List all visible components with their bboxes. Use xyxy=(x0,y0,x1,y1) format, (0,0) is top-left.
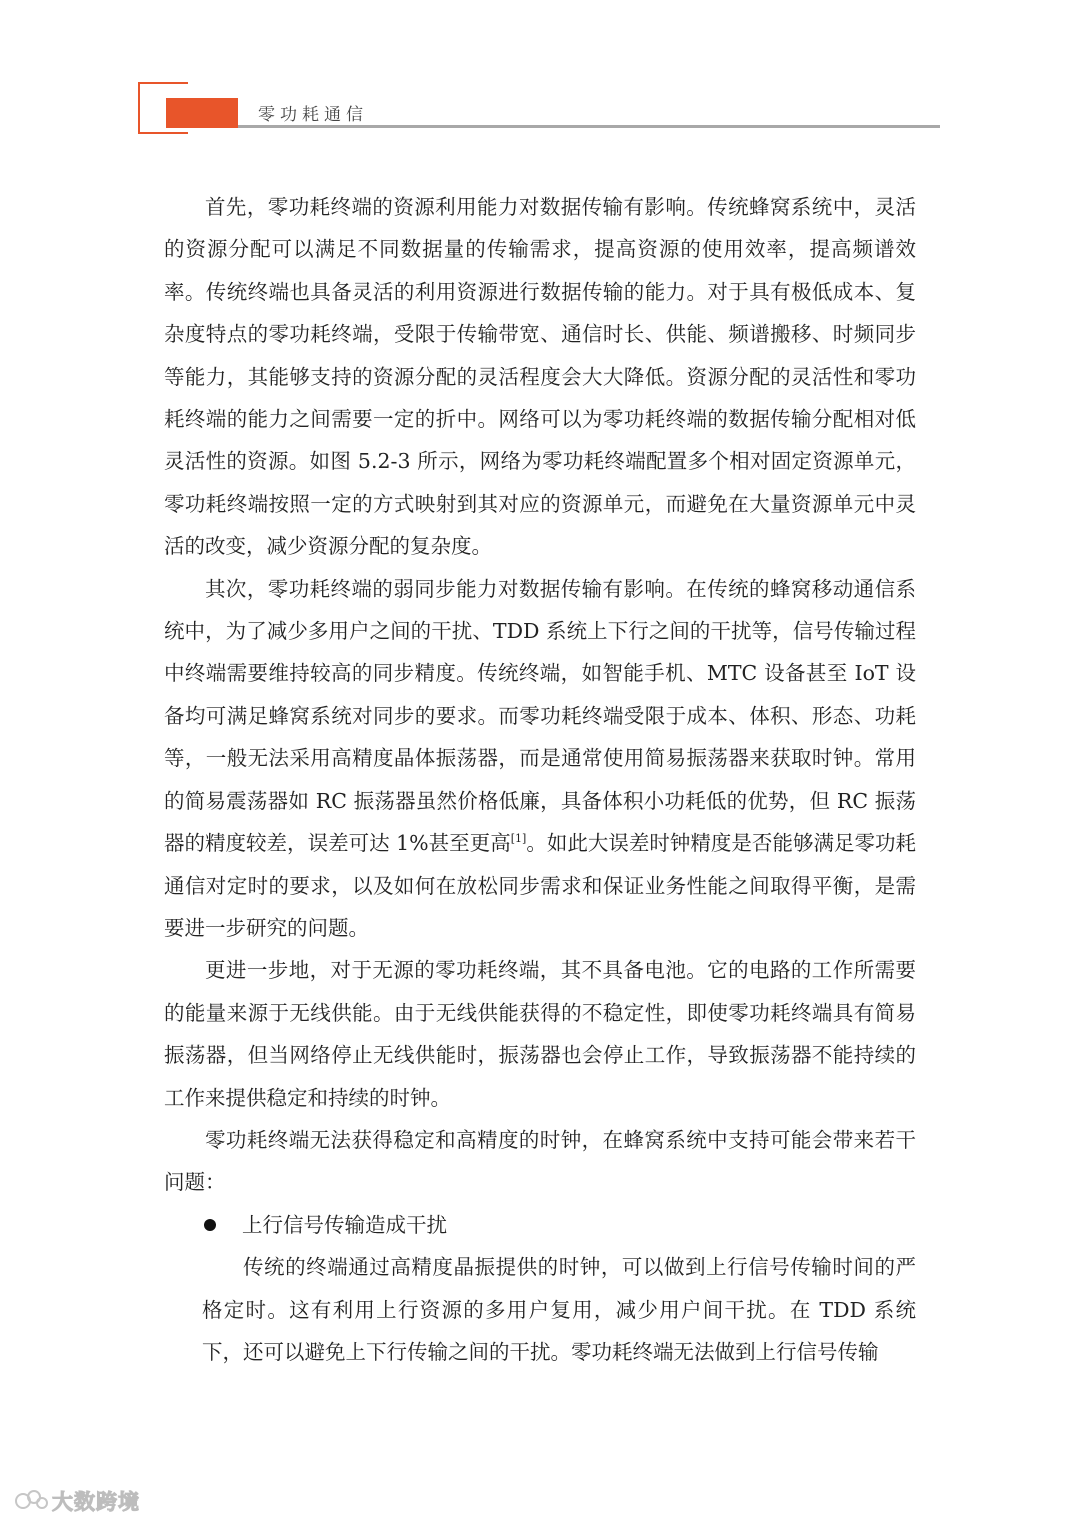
paragraph-resource-utilization: 首先，零功耗终端的资源利用能力对数据传输有影响。传统蜂窝系统中，灵活的资源分配可以满足不同数据量的传输需求，提高资源的使用效率，提高频谱效率。传统终端也具备灵活的利用资源进行数据传输的能力。对于具有极低成本、复杂度特点的零功耗终端，受限于传输带宽、通信时长、供能、频谱搬移、时频同步等能力，其能够支持的资源分配的灵活程度会大大降低。资源分配的灵活性和零功耗终端的能力之间需要一定的折中。网络可以为零功耗终端的数据传输分配相对低灵活性的资源。如图 5.2-3 所示，网络为零功耗终端配置多个相对固定资源单元，零功耗终端按照一定的方式映射到其对应的资源单元，而避免在大量资源单元中灵活的改变，减少资源分配的复杂度。 xyxy=(164,195,916,559)
paragraph-weak-synchronization xyxy=(164,568,916,950)
paragraph-text: 。如此大误差时钟精度是否能够满足零功耗通信对定时的要求，以及如何在放松同步需求和保证业务性能之间取得平衡，是需要进一步研究的问题。 xyxy=(164,831,917,940)
bullet-body-paragraph: 传统的终端通过高精度晶振提供的时钟，可以做到上行信号传输时间的严格定时。这有利用上行资源的多用户复用，减少用户间干扰。在 TDD 系统下，还可以避免上下行传输之间的干扰。零功耗终端无法做到上行信号传输 xyxy=(202,1255,916,1364)
paragraph-passive-terminal: 更进一步地，对于无源的零功耗终端，其不具备电池。它的电路的工作所需要的能量来源于无线供能。由于无线供能获得的不稳定性，即使零功耗终端具有简易振荡器，但当网络停止无线供能时，振荡器也会停止工作，导致振荡器不能持续的工作来提供稳定和持续的时钟。 xyxy=(164,958,916,1110)
watermark-logo-icon xyxy=(14,1487,48,1515)
paragraph-text: 其次，零功耗终端的弱同步能力对数据传输有影响。在传统的蜂窝移动通信系统中，为了减少多用户之间的干扰、TDD 系统上下行之间的干扰等，信号传输过程中终端需要维持较高的同步精度。传统终端，如智能手机、MTC 设备甚至 IoT 设备均可满足蜂窝系统对同步的要求。而零功耗终端受限于成本、体积、形态、功耗等，一般无法采用高精度晶体振荡器，而是通常使用简易振荡器来获取时钟。常用的简易震荡器如 RC 振荡器虽然价格低廉，具备体积小功耗低的优势，但 RC 振荡器的精度较差，误差可达 1%甚至更高 xyxy=(164,576,916,856)
watermark xyxy=(14,1484,140,1518)
header-orange-block xyxy=(166,98,238,128)
bullet-item xyxy=(164,1204,916,1246)
page-header xyxy=(138,82,940,138)
page-body xyxy=(164,186,916,1373)
watermark-text: 大数跨境 xyxy=(52,1490,140,1514)
paragraph-problems-intro: 零功耗终端无法获得稳定和高精度的时钟，在蜂窝系统中支持可能会带来若干问题： xyxy=(164,1127,916,1195)
running-header-title: 零功耗通信 xyxy=(258,105,368,125)
bullet-label: 上行信号传输造成干扰 xyxy=(242,1212,447,1237)
header-rule xyxy=(238,125,940,128)
bullet-dot-icon xyxy=(204,1219,216,1231)
reference-marker[interactable]: [1] xyxy=(510,832,527,846)
